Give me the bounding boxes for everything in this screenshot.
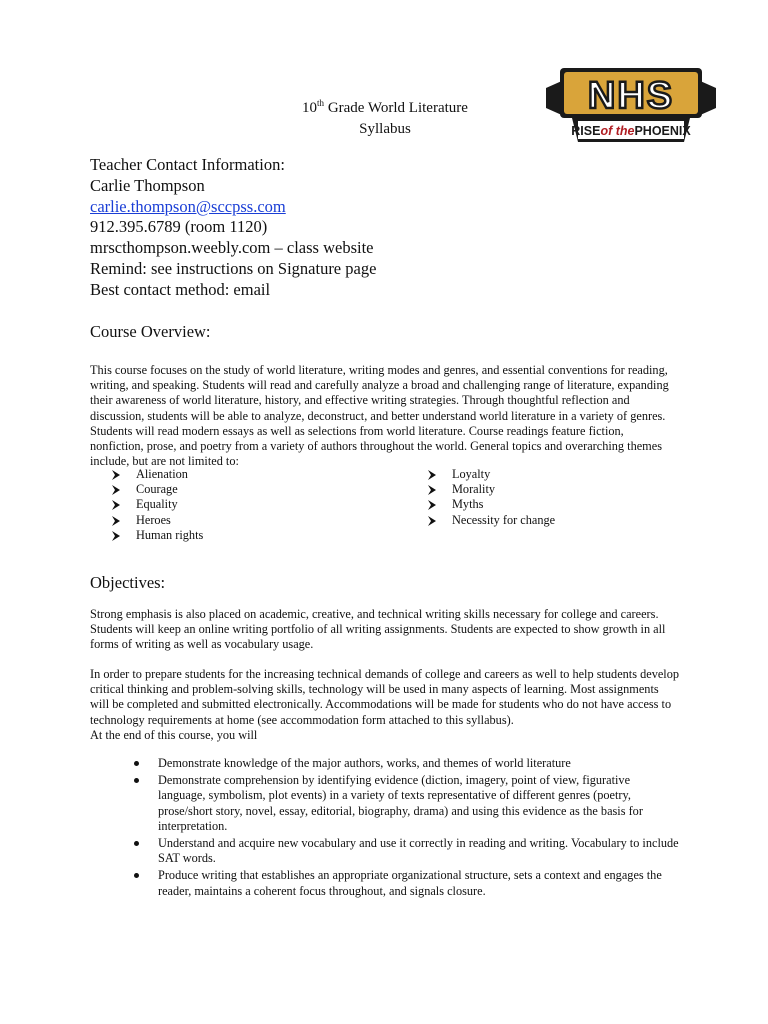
- logo-main-text: NHS: [587, 75, 675, 117]
- list-item: Produce writing that establishes an appropriate organizational structure, sets a context and engages the reader, maintains a coherent focus throughout, and signals closure.: [130, 868, 680, 898]
- objectives-text-2: In order to prepare students for the increasing technical demands of college and careers as well to help students develop critical thinking and problem-solving skills, technology will be used in many aspects of learning. Most assignments will be completed and submitted electronically. Accommodations will be made for students who do not have access to technology requirements at home (see accommodation form attached to this syllabus).: [90, 667, 680, 727]
- list-item: Myths: [426, 497, 726, 512]
- logo-banner-text: RISEof thePHOENIX: [571, 124, 691, 138]
- grade-suffix: th: [317, 98, 325, 108]
- overview-paragraph: [90, 363, 680, 469]
- topics-list-right: [426, 467, 726, 528]
- best-contact-method: Best contact method: email: [90, 279, 271, 299]
- arrow-bullet-icon: [426, 500, 440, 510]
- list-item: Loyalty: [426, 467, 726, 482]
- arrow-bullet-icon: [110, 470, 124, 480]
- arrow-bullet-icon: [110, 485, 124, 495]
- objectives-heading: Objectives:: [90, 573, 166, 592]
- arrow-bullet-icon: [110, 500, 124, 510]
- school-logo: [546, 66, 716, 144]
- list-item: Alienation: [110, 467, 410, 482]
- remind-info: Remind: see instructions on Signature page: [90, 258, 377, 278]
- objectives-paragraph-1: [90, 607, 680, 653]
- list-item: Equality: [110, 497, 410, 512]
- list-item: Heroes: [110, 513, 410, 528]
- email-link[interactable]: carlie.thompson@sccpss.com: [90, 196, 286, 216]
- list-item: Human rights: [110, 528, 410, 543]
- doc-type: Syllabus: [359, 121, 411, 137]
- arrow-bullet-icon: [110, 531, 124, 541]
- course-title: Grade World Literature: [327, 100, 468, 116]
- teacher-name: Carlie Thompson: [90, 175, 205, 195]
- topics-list-left: [110, 467, 410, 543]
- overview-body: This course focuses on the study of world literature, writing modes and genres, and essential conventions for reading, writing, and speaking. Students will read and carefully analyze a broad and challenging range of literature, expanding their awareness of world literature, history, and effective writing strategies. Through thoughtful reflection and discussion, students will be able to analyze, deconstruct, and better understand world literature in a variety of genres. Students will read modern essays as well as selections from world literature. Course readings feature fiction, nonfiction, prose, and poetry from a variety of authors throughout the world. General topics and overarching themes include, but are not limited to:: [90, 363, 669, 469]
- arrow-bullet-icon: [426, 516, 440, 526]
- contact-heading: Teacher Contact Information:: [90, 155, 285, 174]
- objectives-text-1: Strong emphasis is also placed on academic, creative, and technical writing skills necessary for college and careers. Students will keep an online writing portfolio of all writing assignments. Students are expected to show growth in all forms of writing as well as vocabulary usage.: [90, 607, 666, 652]
- bullet-dot-icon: [134, 841, 139, 846]
- list-item: Morality: [426, 482, 726, 497]
- website: mrscthompson.weebly.com – class website: [90, 238, 374, 258]
- bullet-dot-icon: [134, 778, 139, 783]
- objectives-bullet-list: [130, 756, 680, 901]
- objectives-paragraph-2: [90, 667, 680, 743]
- arrow-bullet-icon: [110, 516, 124, 526]
- course-title-line: [230, 93, 540, 119]
- grade-number: 10: [302, 100, 318, 116]
- phone: 912.395.6789 (room 1120): [90, 217, 268, 237]
- list-item: Courage: [110, 482, 410, 497]
- contact-section: [90, 155, 570, 301]
- document-title: [230, 93, 540, 140]
- list-item: Demonstrate knowledge of the major authors, works, and themes of world literature: [130, 756, 680, 771]
- arrow-bullet-icon: [426, 485, 440, 495]
- bullet-dot-icon: [134, 873, 139, 878]
- bullet-dot-icon: [134, 761, 139, 766]
- arrow-bullet-icon: [426, 470, 440, 480]
- overview-heading: Course Overview:: [90, 322, 211, 341]
- objectives-text-3: At the end of this course, you will: [90, 727, 258, 742]
- list-item: Demonstrate comprehension by identifying evidence (diction, imagery, point of view, figurative language, symbolism, plot events) in a variety of texts representative of different genres (poetry, prose/short story, novel, essay, editorial, biography, drama) and using this evidence as the basis for interpretation.: [130, 773, 680, 834]
- list-item: Understand and acquire new vocabulary and use it correctly in reading and writing. Vocabulary to include SAT words.: [130, 836, 680, 866]
- list-item: Necessity for change: [426, 513, 726, 528]
